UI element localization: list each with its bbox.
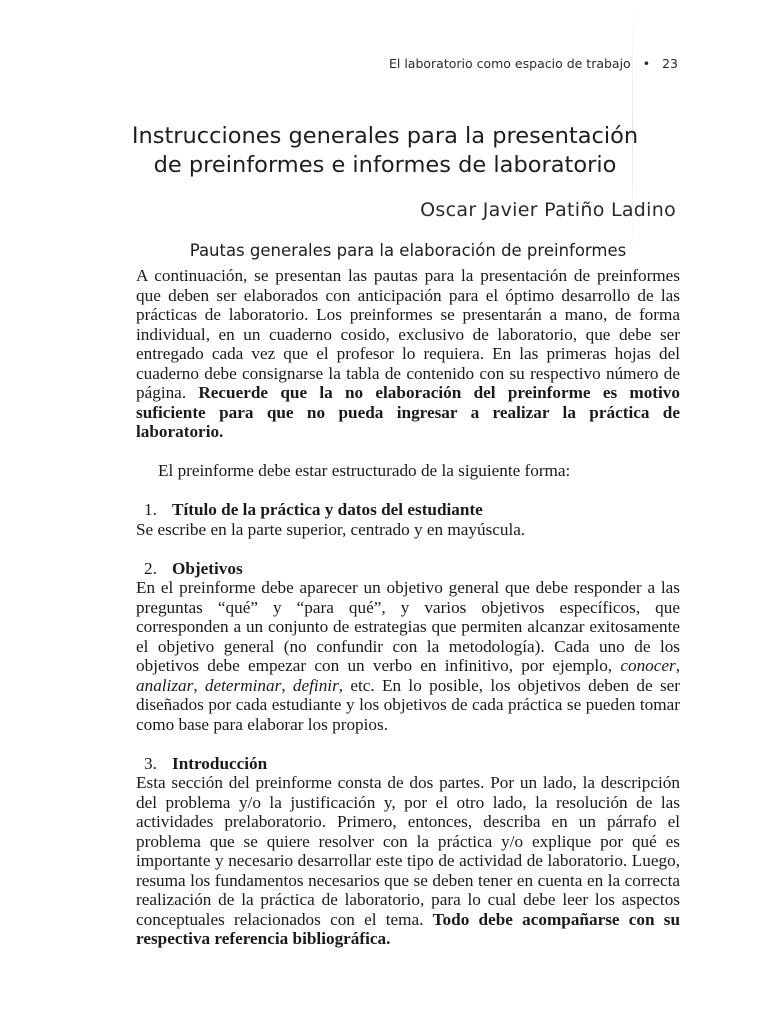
- chapter-title-line-1: Instrucciones generales para la presentación: [131, 123, 639, 149]
- example-verb: definir: [292, 675, 339, 695]
- intro-text: A continuación, se presentan las pautas para la presentación de preinformes que deben ser elaborados con anticipación para el óptimo desarrollo de las prácticas de laboratorio. Los preinformes se presentarán a mano, de forma individual, en un cuaderno cosido, exclusivo de laboratorio, que debe ser entregado cada vez que el profesor lo requiera. En las primeras hojas del cuaderno debe consignarse la tabla de contenido con su respectivo número de página.: [136, 266, 680, 402]
- running-header: [389, 56, 678, 71]
- separator: ,: [193, 675, 205, 695]
- chapter-title: [90, 122, 680, 180]
- chapter-title-line-2: de preinformes e informes de laboratorio: [153, 152, 617, 178]
- introduction-text: Esta sección del preinforme consta de dos partes. Por un lado, la descripción del problema y/o la justificación y, por el otro lado, la resolución de las actividades prelaboratorio. Primero, entonces, describa en un párrafo el problema que se quiere resolver con la práctica y/o explique por qué es importante y necesario desarrollar este tipo de actividad de laboratorio. Luego, resuma los fundamentos necesarios que se deben tener en cuenta en la correcta realización de la práctica de laboratorio, para lo cual debe leer los aspectos conceptuales relacionados con el tema.: [136, 773, 680, 929]
- separator: ,: [675, 656, 680, 675]
- example-verb: conocer: [620, 656, 676, 675]
- separator: ,: [281, 675, 293, 695]
- page-number: 23: [662, 56, 678, 71]
- intro-paragraph: [136, 266, 680, 442]
- item-number: 1.: [144, 500, 157, 519]
- objectives-text-part-2: , etc. En lo posible, los objetivos deben de ser diseñados por cada estudiante y los objetivos de cada práctica se pueden tomar como base para elaborar los propios.: [136, 675, 680, 734]
- item-text-objectives: [136, 578, 680, 734]
- item-heading-title: [136, 500, 680, 520]
- introduction-emphasis: Todo debe acompañarse con su respectiva referencia bibliográfica.: [136, 909, 681, 948]
- body-text: [136, 266, 680, 949]
- item-heading-introduction: [136, 754, 680, 774]
- item-number: 3.: [144, 753, 157, 773]
- item-heading-text: Título de la práctica y datos del estudiante: [172, 500, 483, 519]
- structure-sentence: El preinforme debe estar estructurado de la siguiente forma:: [158, 461, 571, 480]
- section-heading: Pautas generales para la elaboración de preinformes: [189, 241, 627, 260]
- item-heading-text: Objetivos: [172, 558, 243, 578]
- example-verb: analizar: [136, 675, 194, 695]
- objectives-text-part-1: En el preinforme debe aparecer un objetivo general que debe responder a las preguntas “qué” y “para qué”, y varios objetivos específicos, que corresponden a un conjunto de estrategias que permiten alcanzar exitosamente el objetivo general (no confundir con la metodología). Cada uno de los objetivos debe empezar con un verbo en infinitivo, por ejemplo,: [136, 578, 680, 675]
- author-name: Oscar Javier Patiño Ladino: [420, 199, 676, 221]
- item-heading-text: Introducción: [172, 753, 268, 773]
- header-separator: •: [642, 56, 651, 71]
- intro-warning: Recuerde que la no elaboración del preinforme es motivo suficiente para que no pueda ingresar a realizar la práctica de laboratorio.: [136, 383, 680, 441]
- item-number: 2.: [144, 558, 157, 578]
- example-verb: determinar: [204, 675, 282, 695]
- item-text-introduction: [136, 773, 680, 949]
- running-title: El laboratorio como espacio de trabajo: [388, 56, 631, 71]
- item-text-title: Se escribe en la parte superior, centrado y en mayúscula.: [136, 519, 526, 539]
- item-heading-objectives: [136, 559, 680, 579]
